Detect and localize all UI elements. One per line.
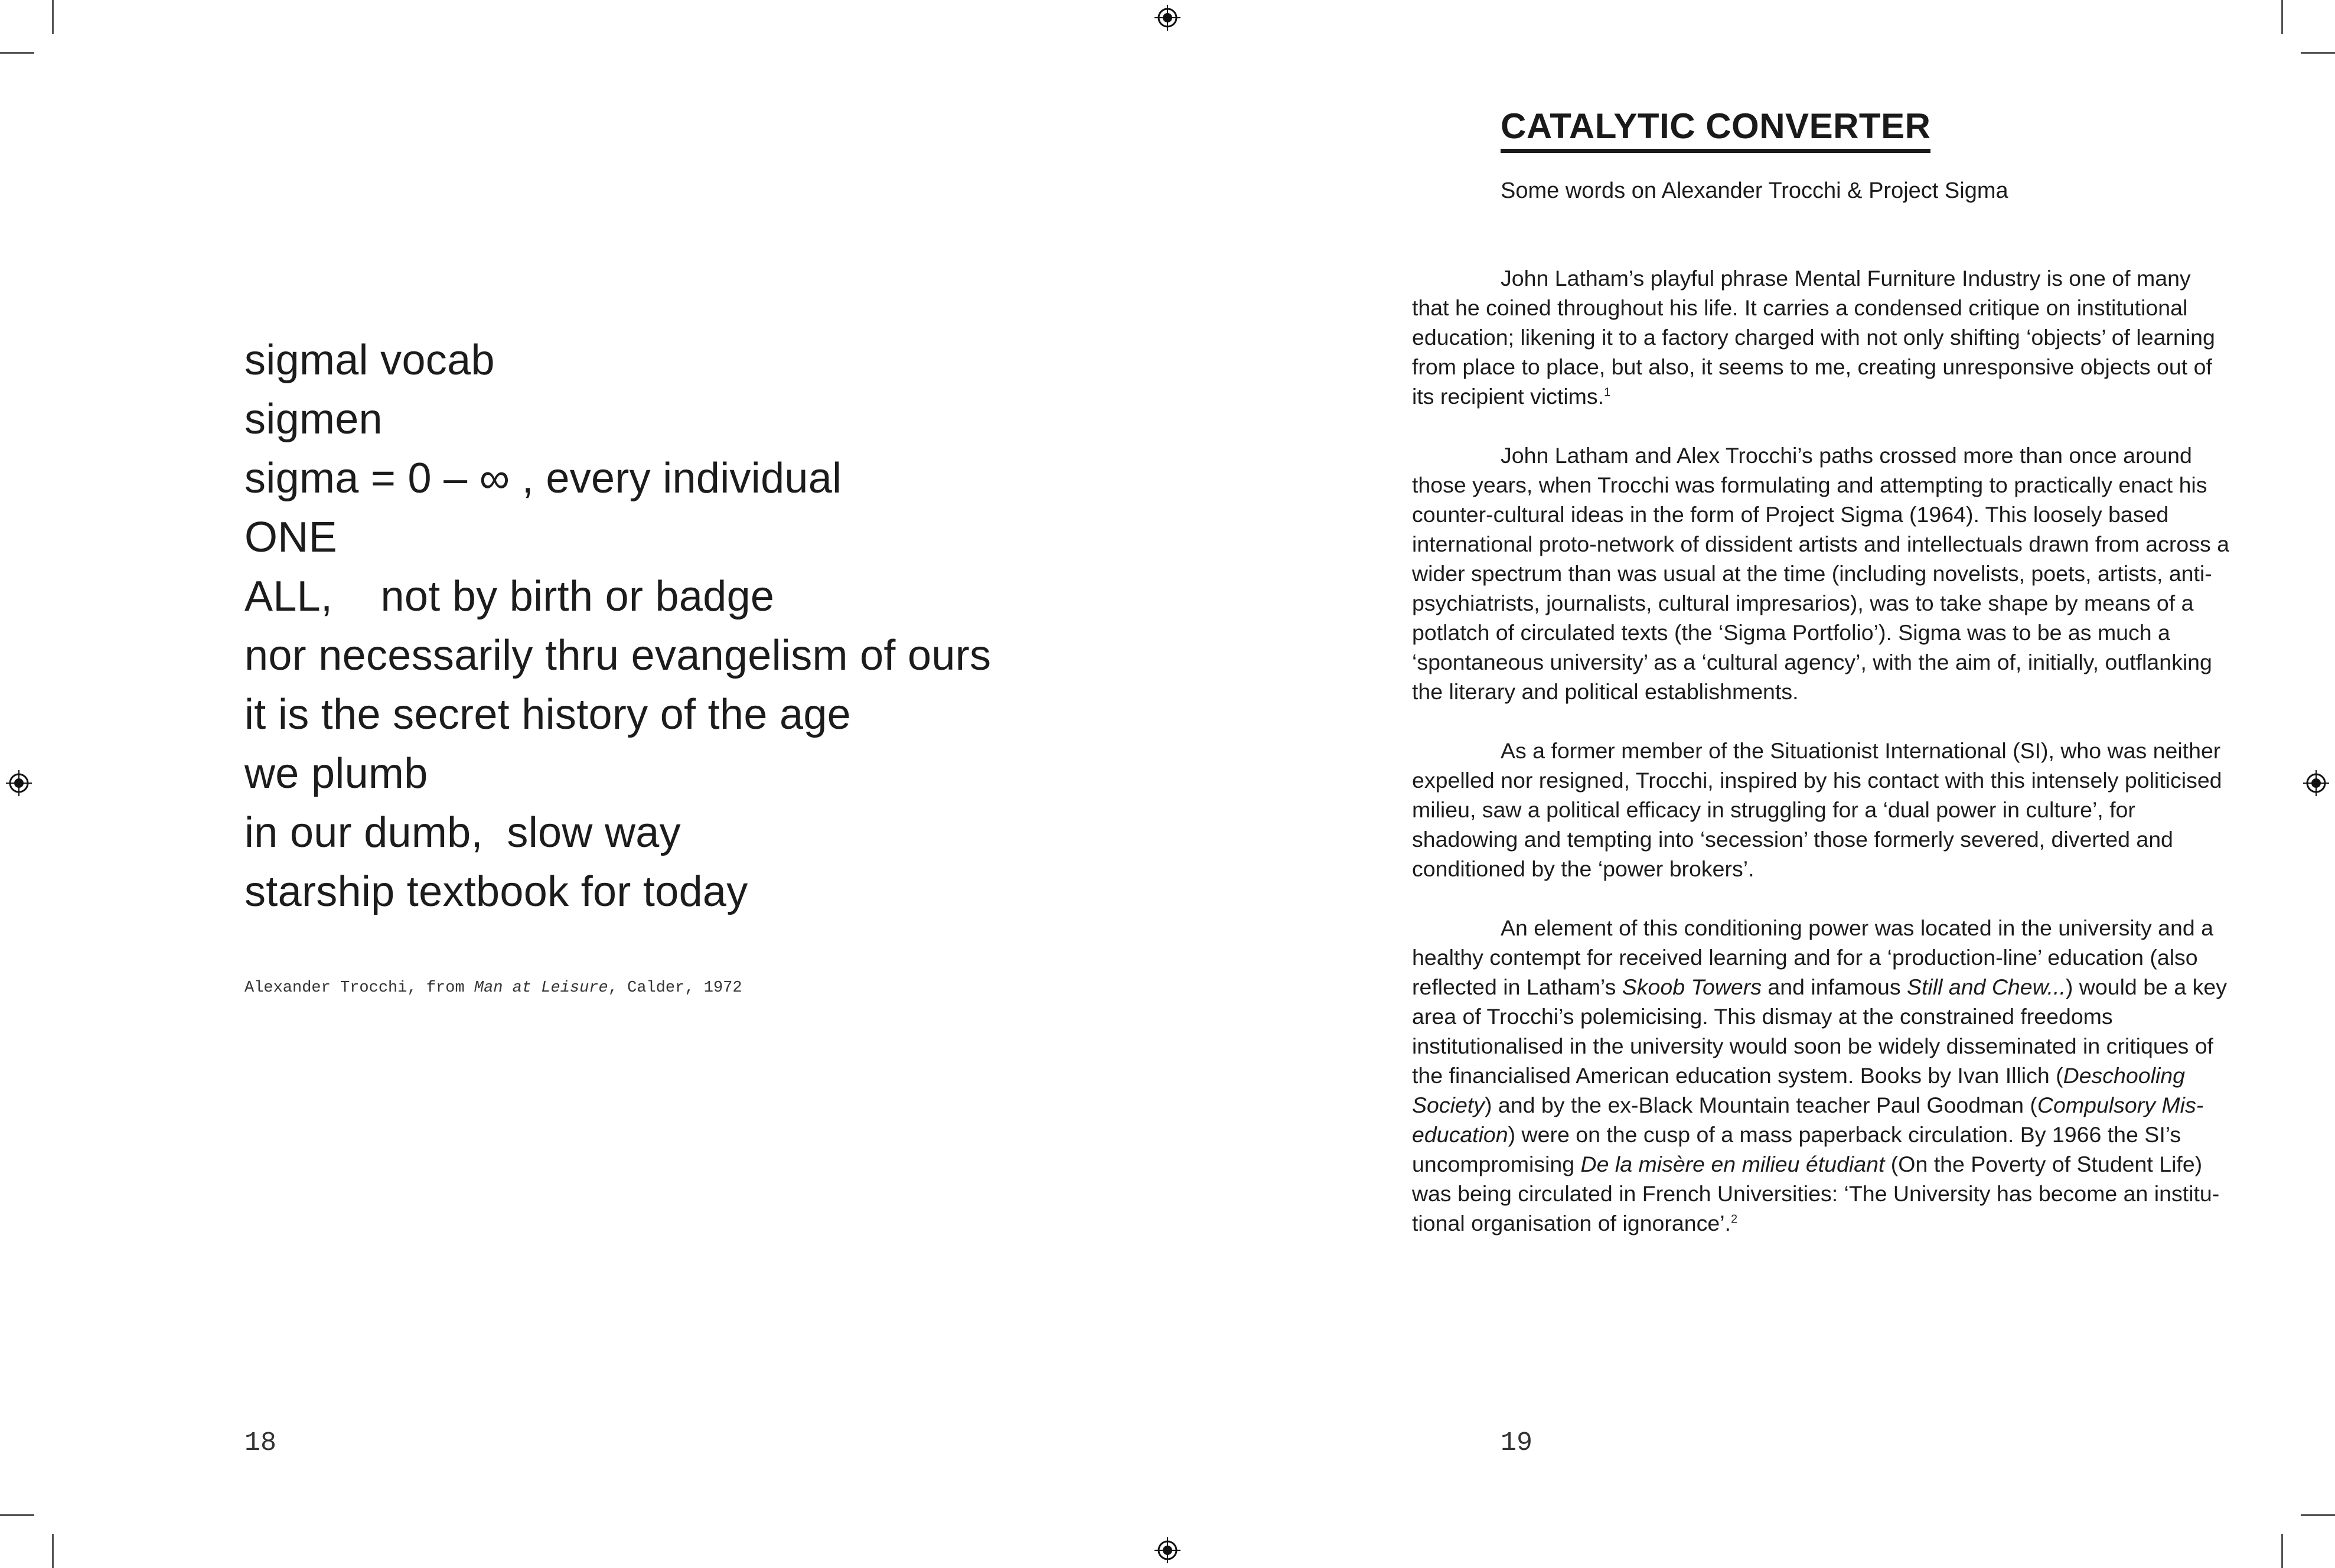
poem-line: nor necessarily thru evangelism of ours (244, 632, 992, 679)
italic-title: Deschooling Society (1412, 1063, 2186, 1117)
text-run: John Latham and Alex Trocchi’s paths crossed more than once around those years, when Trocchi was formulating and attempting to practically enact his counter-cultural ideas in the form of Project Sigma (1964). This loosely based international proto-network of dissident artists and intellectuals drawn from across a wider spectrum than was usual at the time (including novelists, poets, artists, anti-psychiatrists, journalists, cultural impresarios), was to take shape by means of a potlatch of circulated texts (the ‘Sigma Portfolio’). Sigma was to be as much a ‘spontaneous university’ as a ‘cultural agency’, with the aim of, initially, outflanking the literary and political establishments. (1412, 443, 2230, 704)
text-run: ) and by the ex-Black Mountain teacher Paul Goodman ( (1484, 1093, 2037, 1117)
italic-title: De la misère en milieu étudiant (1580, 1152, 1885, 1176)
footnote-marker: 1 (1604, 386, 1611, 399)
article-subtitle: Some words on Alexander Trocchi & Project Sigma (1501, 178, 2008, 203)
text-run: ) would be a key area of Trocchi’s polemicising. This dismay at the constrained freedoms institutionalised in the university would soon be widely disseminated in critiques of the financialised American education system. Books by Ivan Illich ( (1412, 974, 2227, 1088)
poem (244, 331, 1130, 921)
body-paragraph (1412, 441, 2233, 706)
text-run: As a former member of the Situationist International (SI), who was neither expelled nor resigned, Trocchi, inspired by his contact with this intensely politicised milieu, saw a political efficacy in struggling for a ‘dual power in culture’, for shadowing and tempting into ‘secession’ those formerly severed, diverted and conditioned by the ‘power brokers’. (1412, 738, 2222, 881)
poem-line: sigmen (244, 396, 383, 443)
text-run: ) were on the cusp of a mass paperback circulation. By 1966 the SI’s uncompromising (1412, 1122, 2181, 1176)
page-number: 18 (244, 1428, 277, 1458)
poem-line: sigma = 0 – ∞ , every individual (244, 455, 842, 502)
poem-attribution (244, 979, 742, 997)
poem-line: we plumb (244, 750, 428, 797)
article-body (1412, 263, 2233, 1238)
body-paragraph (1412, 736, 2233, 884)
poem-line: ALL, not by birth or badge (244, 573, 775, 620)
attribution-suffix: , Calder, 1972 (608, 979, 742, 997)
body-paragraph (1412, 913, 2233, 1238)
poem-line: sigmal vocab (244, 337, 495, 384)
poem-line: it is the secret history of the age (244, 691, 852, 738)
poem-line: ONE (244, 514, 337, 561)
right-page (1168, 0, 2335, 1568)
page-number: 19 (1501, 1428, 1533, 1458)
footnote-marker: 2 (1730, 1212, 1738, 1226)
italic-title: Still and Chew... (1907, 974, 2066, 999)
italic-title: Skoob Towers (1622, 974, 1762, 999)
attribution-prefix: Alexander Trocchi, from (244, 979, 474, 997)
poem-line: in our dumb, slow way (244, 809, 681, 856)
text-run: John Latham’s playful phrase Mental Furniture Industry is one of many that he coined throughout his life. It carries a condensed critique on institutional education; likening it to a factory charged with not only shifting ‘objects’ of learning from place to place, but also, it seems to me, creating unresponsive objects out of its recipient victims. (1412, 266, 2215, 409)
text-run: and infamous (1762, 974, 1907, 999)
body-paragraph (1412, 263, 2233, 411)
article-title: CATALYTIC CONVERTER (1501, 106, 1930, 153)
attribution-book-title: Man at Leisure (474, 979, 608, 997)
text-run: An element of this conditioning power was located in the university and a healthy contempt for received learning and for a ‘production-line’ education (also reflected in Latham’s (1412, 915, 2213, 999)
italic-title: Compulsory Mis-education (1412, 1093, 2204, 1147)
text-run: (On the Poverty of Student Life) was being circulated in French Universities: ‘The University has become an institutional organisation of ignorance’. (1412, 1152, 2220, 1236)
poem-line: starship textbook for today (244, 868, 748, 915)
